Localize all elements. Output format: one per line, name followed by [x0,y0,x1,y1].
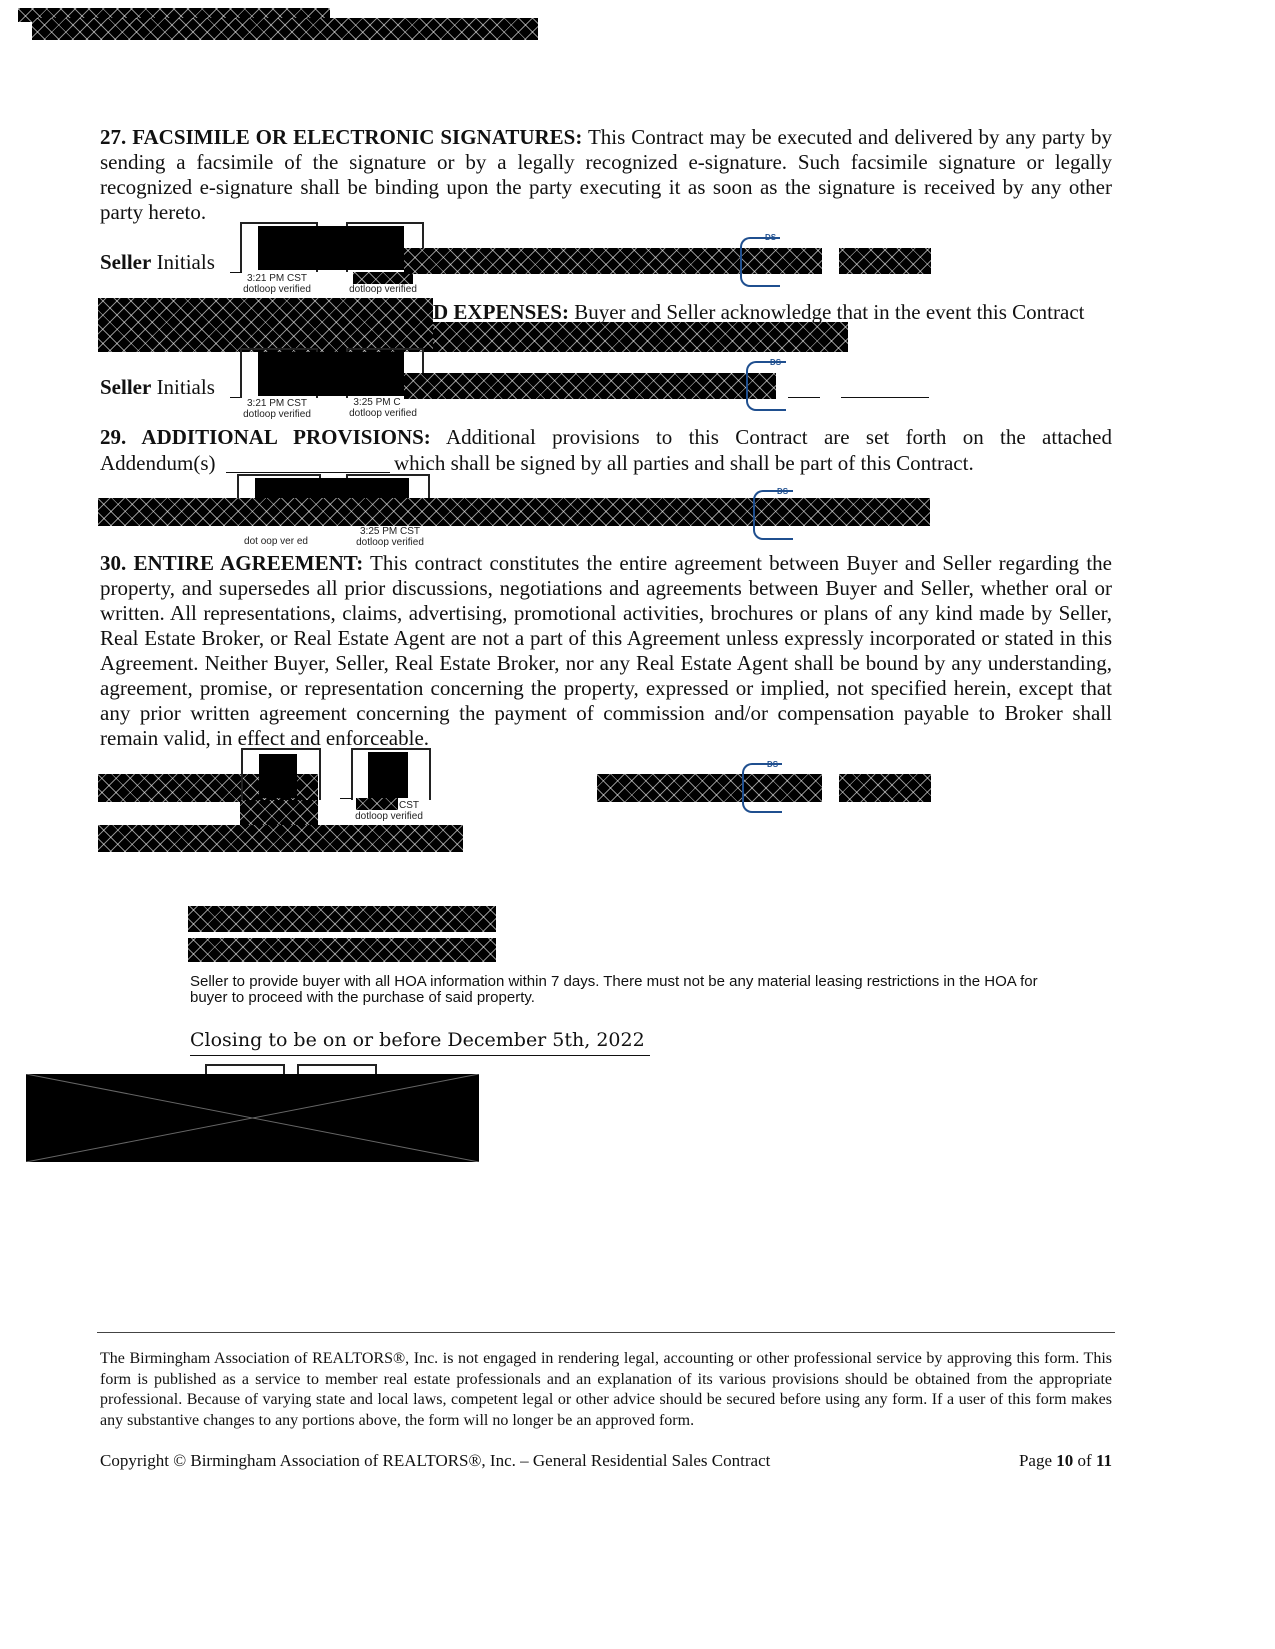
section-27 [100,125,1112,225]
seller-initials-label-2 [100,375,215,400]
page-number [1019,1450,1112,1472]
section-28-visible [433,300,1084,325]
dotloop-verified-3a: dot oop ver ed [244,536,308,547]
redacted-row-4-below [98,825,463,852]
redacted-initials-1 [258,226,404,270]
ds-brace-2 [746,361,786,411]
section-29-body-1: Additional provisions to this Contract are set forth on the attached [430,425,1112,449]
section-28-heading: D EXPENSES: [433,300,569,324]
section-28-body: Buyer and Seller acknowledge that in the event this Contract [568,300,1085,324]
ds-brace-3 [753,490,793,540]
ds-label-2: DS [770,358,782,367]
dotloop-verified-2b: dotloop verified [349,408,417,419]
dotloop-stamp-time-2a: 3:21 PM CST [246,398,308,409]
page-of: of [1073,1451,1096,1470]
redacted-initials-4b [368,752,408,798]
dotloop-verified-4b: dotloop verified [355,811,423,822]
closing-provision: Closing to be on or before December 5th, 2022 [190,1029,645,1051]
footer-divider [97,1332,1115,1333]
initials-label: Initials [151,250,215,274]
section-30-body: This contract constitutes the entire agreement between Buyer and Seller regarding the property, and supersedes all prior discussions, negotiations and agreements between Buyer and Seller, whether oral or written. All representations, claims, advertising, promotional activities, brochures or plans of any kind made by Seller, Real Estate Broker, or Real Estate Agent are not a part of this Agreement unless expressly incorporated or stated in this Agreement. Neither Buyer, Seller, Real Estate Broker, nor any Real Estate Agent shall be bound by any understanding, agreement, promise, or representation concerning the property, expressed or implied, not specified herein, except that any prior written agreement concerning the payment of commission and/or compensation payable to Broker shall remain valid, in effect and enforceable. [100,551,1113,750]
redacted-date-1 [839,248,931,274]
redacted-row-3 [98,498,930,526]
dotloop-stamp-time-4b: CST [399,800,419,811]
footer-copyright: Copyright © Birmingham Association of REALTORS®, Inc. – General Residential Sales Contract [100,1451,771,1470]
hoa-provision: Seller to provide buyer with all HOA information within 7 days. There must not be any material leasing restrictions in the HOA for buyer to proceed with the purchase of said property. [190,973,1038,1006]
redacted-initials-2 [258,352,404,396]
dotloop-stamp-time-2b: 3:25 PM C [353,397,401,408]
redacted-buyer-initials-2 [404,373,776,399]
seller-label: Seller [100,250,152,274]
buyer-initials-line-2 [788,397,820,398]
redacted-section-28-line2 [433,322,848,352]
ds-label-4: DS [767,760,779,769]
ds-label-3: DS [777,487,789,496]
section-29-heading: 29. ADDITIONAL PROVISIONS: [100,425,431,449]
dotloop-stamp-time-1a: 3:21 PM CST [246,273,308,284]
section-30-heading: 30. ENTIRE AGREEMENT: [100,551,364,575]
dotloop-verified-2a: dotloop verified [243,409,311,420]
redacted-date-4 [839,774,931,802]
seller-initials-label-1 [100,250,215,275]
dotloop-stamp-time-3b: 3:25 PM CST [359,526,421,537]
initials-label: Initials [151,375,215,399]
seller-label: Seller [100,375,152,399]
redacted-signature-block [26,1074,479,1162]
redacted-initials-4a [259,754,297,798]
dotloop-verified-1a: dotloop verified [243,284,311,295]
section-30 [100,551,1112,751]
date-line-2 [841,397,929,398]
addendum-label: Addendum(s) [100,451,216,475]
ds-brace-1 [740,237,780,287]
section-27-heading: 27. FACSIMILE OR ELECTRONIC SIGNATURES: [100,125,583,149]
section-29-line1 [100,425,1112,450]
section-27-body: This Contract may be executed and delivered by any party by sending a facsimile of the signature or by a legally recognized e-signature. Such facsimile signature or legally recognized e-signature shall be binding upon the party executing it as soon as the signature is received by any other party hereto. [100,125,1112,224]
redacted-stamp-4a [240,800,318,826]
page-total: 11 [1095,1451,1112,1470]
initials-line-4 [340,798,352,799]
redacted-addendum-title [188,906,496,932]
redacted-buyer-initials-4 [597,774,822,802]
footer-disclaimer: The Birmingham Association of REALTORS®, Inc. is not engaged in rendering legal, accounting or other professional service by approving this form. This form is published as a service to member real estate professionals and an explanation of its various provisions should be obtained from the appropriate professional. Because of varying state and local laws, competent legal or other advice should be secured before using any form. If a user of this form makes any substantive changes to any portions above, the form will no longer be an approved form. [100,1350,1112,1429]
addendum-blank-line[interactable] [226,472,390,473]
section-29-body-2: which shall be signed by all parties and shall be part of this Contract. [394,451,974,475]
dotloop-verified-3b: dotloop verified [356,537,424,548]
redacted-header [32,18,538,40]
redacted-addendum-subtitle [188,938,496,962]
redacted-section-28-start [98,298,433,352]
closing-underline [190,1055,650,1056]
ds-label-1: DS [765,233,777,242]
redacted-stamp-4b [356,798,398,810]
page-current: 10 [1056,1451,1074,1470]
ds-brace-4 [742,763,782,813]
dotloop-verified-1b: dotloop verified [349,284,417,295]
page-label: Page [1018,1451,1057,1470]
